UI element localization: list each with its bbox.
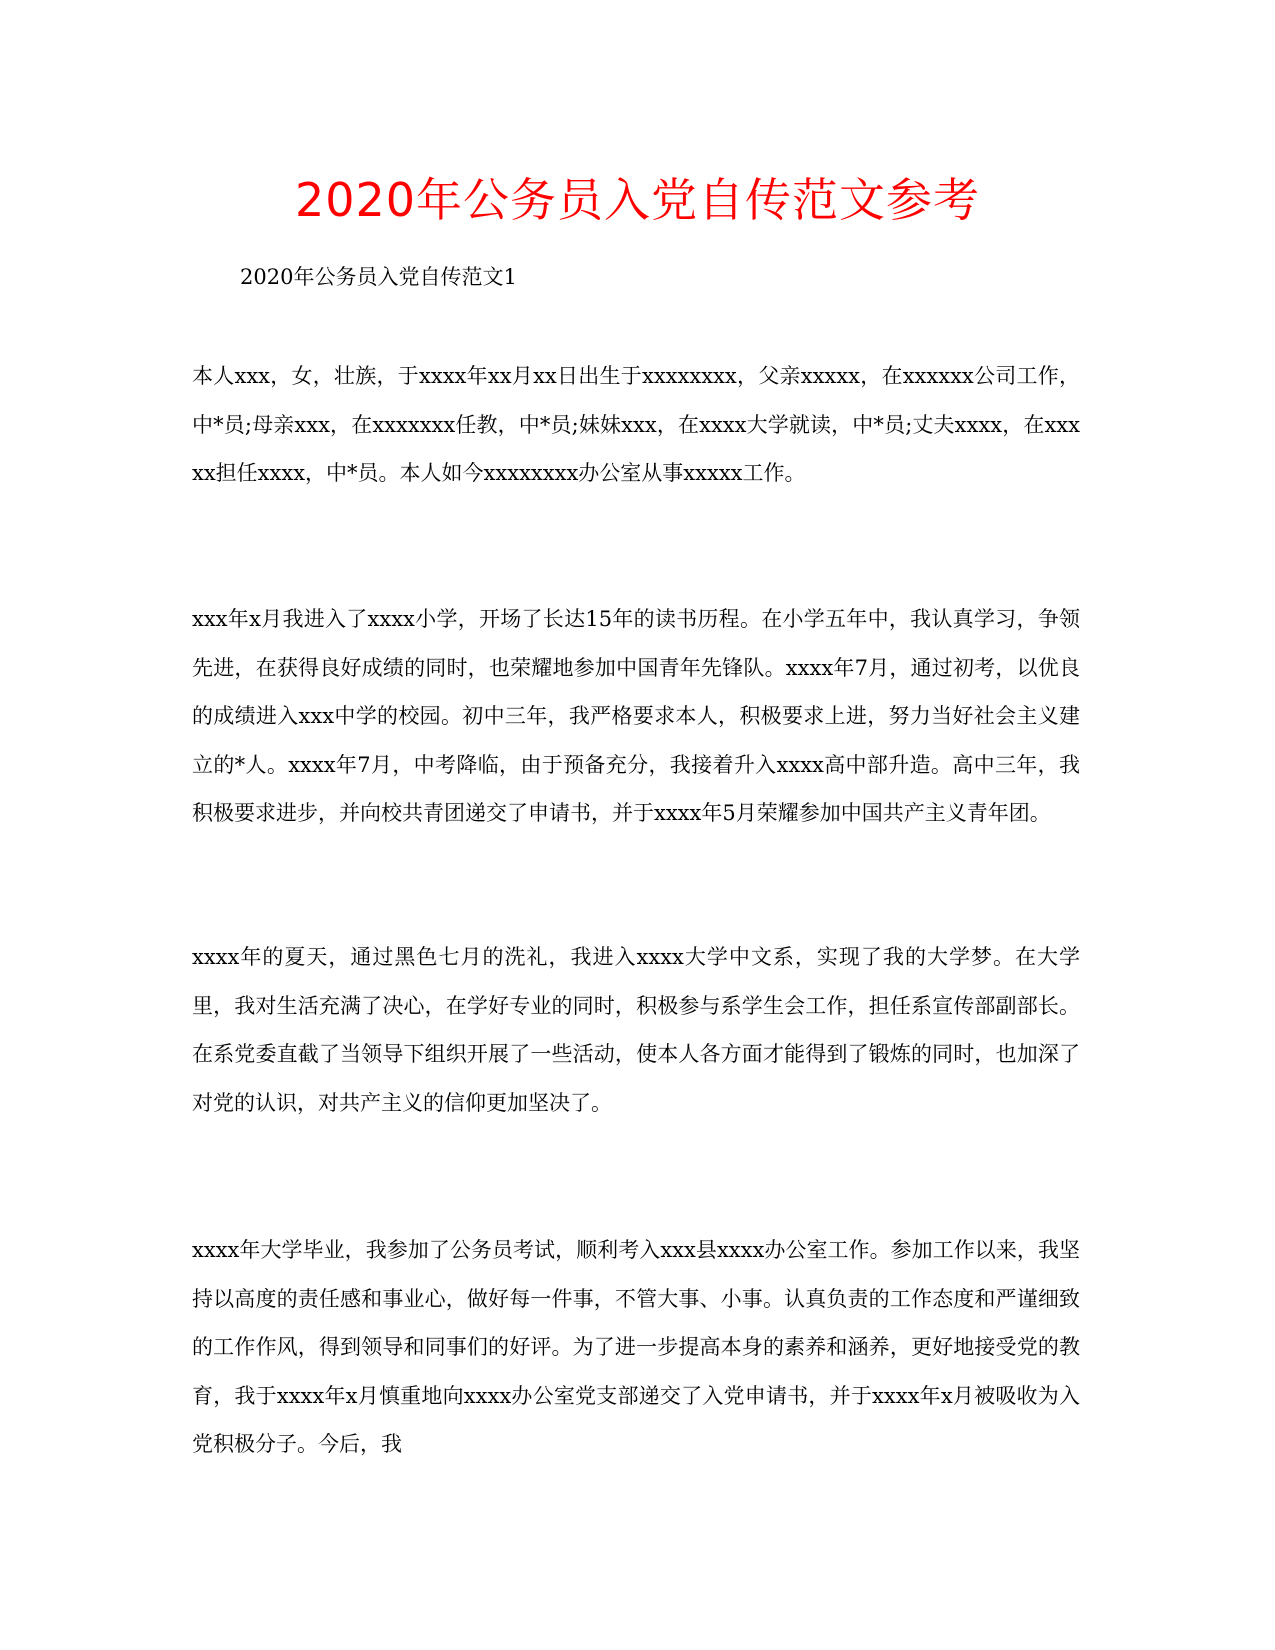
paragraph-university: xxxx年的夏天，通过黑色七月的洗礼，我进入xxxx大学中文系，实现了我的大学梦。在大学里，我对生活充满了决心，在学好专业的同时，积极参与系学生会工作，担任系宣传部副部长。在系党委直截了当领导下组织开展了一些活动，使本人各方面才能得到了锻炼的同时，也加深了对党的认识，对共产主义的信仰更加坚决了。 bbox=[192, 945, 1080, 1115]
paragraph-school-history: xxx年x月我进入了xxxx小学，开场了长达15年的读书历程。在小学五年中，我认真学习，争领先进，在获得良好成绩的同时，也荣耀地参加中国青年先锋队。xxxx年7月，通过初考，以优良的成绩进入xxx中学的校园。初中三年，我严格要求本人，积极要求上进，努力当好社会主义建立的*人。xxxx年7月，中考降临，由于预备充分，我接着升入xxxx高中部升造。高中三年，我积极要求进步，并向校共青团递交了申请书，并于xxxx年5月荣耀参加中国共产主义青年团。 bbox=[192, 607, 1080, 825]
paragraph-family-background: 本人xxx，女，壮族，于xxxx年xx月xx日出生于xxxxxxxx，父亲xxxxx，在xxxxxx公司工作，中*员;母亲xxx，在xxxxxxx任教，中*员;妹妹xxx，在xxxx大学就读，中*员;丈夫xxxx，在xxxxx担任xxxx，中*员。本人如今xxxxxxxx办公室从事xxxxx工作。 bbox=[192, 364, 1080, 485]
paragraph-work: xxxx年大学毕业，我参加了公务员考试，顺利考入xxx县xxxx办公室工作。参加工作以来，我坚持以高度的责任感和事业心，做好每一件事，不管大事、小事。认真负责的工作态度和严谨细致的工作作风，得到领导和同事们的好评。为了进一步提高本身的素养和涵养，更好地接受党的教育，我于xxxx年x月慎重地向xxxx办公室党支部递交了入党申请书，并于xxxx年x月被吸收为入党积极分子。今后，我 bbox=[192, 1238, 1080, 1456]
document-title: 2020年公务员入党自传范文参考 bbox=[294, 173, 981, 227]
document-subtitle: 2020年公务员入党自传范文1 bbox=[240, 265, 517, 289]
